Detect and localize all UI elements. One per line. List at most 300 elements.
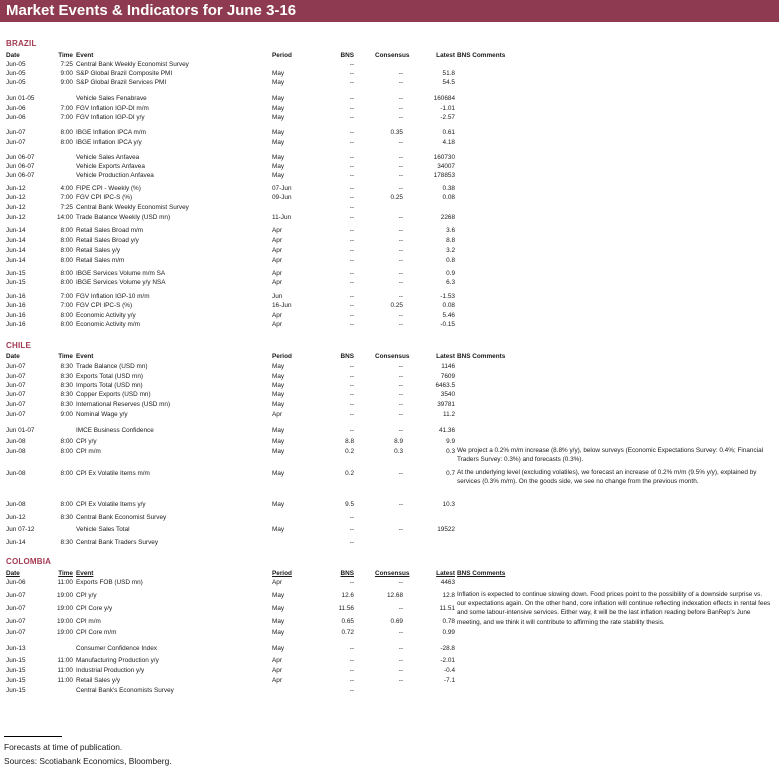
table-row [0,676,779,685]
period-cell: Apr [272,677,282,684]
event-cell: Retail Sales Broad y/y [76,237,139,244]
event-cell: International Reserves (USD mn) [76,401,171,408]
latest-cell: 2268 [440,214,455,221]
table-row [0,226,779,235]
time-cell: 8:00 [60,270,73,277]
bns-forecast-cell: -- [349,194,354,201]
bns-forecast-cell: 9.5 [345,501,354,508]
event-cell: Retail Sales y/y [76,677,121,684]
event-cell: Central Bank Traders Survey [76,539,159,546]
table-row [0,525,779,534]
consensus-cell: -- [398,605,403,612]
event-cell: Central Bank Weekly Economist Survey [76,61,189,68]
event-cell: Economic Activity m/m [76,321,140,328]
latest-cell: 0.3 [446,448,455,455]
event-header: Event [76,570,94,577]
consensus-cell: -- [398,667,403,674]
bns-forecast-cell: -- [349,214,354,221]
latest-cell: 160684 [433,95,455,102]
consensus-cell: 0.3 [394,448,403,455]
latest-cell: 4.18 [442,139,455,146]
time-cell: 8:00 [60,139,73,146]
bns-forecast-cell: -- [349,279,354,286]
date-cell: Jun-08 [6,501,26,508]
table-row [0,94,779,103]
table-row [0,362,779,371]
date-cell: Jun-07 [6,373,26,380]
date-cell: Jun 06-07 [6,172,35,179]
period-cell: May [272,645,285,652]
event-cell: FGV CPI IPC-S (%) [76,194,133,201]
bns-forecast-cell: -- [349,154,354,161]
latest-cell: 8.8 [446,237,455,244]
period-cell: May [272,363,285,370]
latest-cell: 19522 [437,526,455,533]
table-row [0,162,779,171]
event-cell: Central Bank Weekly Economist Survey [76,204,189,211]
consensus-cell: -- [398,139,403,146]
latest-cell: 39781 [437,401,455,408]
period-header: Period [272,353,292,360]
consensus-cell: -- [398,382,403,389]
consensus-cell: 8.9 [394,438,403,445]
event-cell: FGV Inflation IGP-DI y/y [76,114,145,121]
period-cell: 07-Jun [272,185,292,192]
bns-forecast-cell: -- [349,667,354,674]
latest-cell: 3.6 [446,227,455,234]
period-cell: May [272,172,285,179]
period-cell: May [272,448,285,455]
time-cell: 8:00 [60,227,73,234]
latest-cell: -2.57 [440,114,455,121]
latest-cell: 178853 [433,172,455,179]
period-cell: Apr [272,257,282,264]
time-cell: 7:00 [60,114,73,121]
event-cell: IBGE Inflation IPCA m/m [76,129,146,136]
time-cell: 8:30 [60,373,73,380]
date-cell: Jun-15 [6,677,26,684]
event-cell: Central Bank's Economists Survey [76,687,174,694]
period-header: Period [272,570,292,577]
period-cell: May [272,391,285,398]
title-banner [0,0,779,22]
event-cell: CPI Ex Volatile Items y/y [76,501,146,508]
time-cell: 11:00 [57,657,73,664]
period-cell: May [272,401,285,408]
latest-cell: -2.01 [440,657,455,664]
latest-cell: 11.2 [443,411,455,418]
consensus-cell: -- [398,657,403,664]
latest-cell: 11.51 [439,605,455,612]
consensus-cell: -- [398,154,403,161]
period-cell: May [272,373,285,380]
table-row [0,153,779,162]
date-cell: Jun-08 [6,448,26,455]
latest-cell: 0.8 [446,257,455,264]
latest-cell: 12.8 [442,592,455,599]
table-row [0,372,779,381]
date-cell: Jun-06 [6,114,26,121]
table-row [0,644,779,653]
period-cell: May [272,427,285,434]
table-row [0,246,779,255]
event-cell: IBGE Inflation IPCA y/y [76,139,142,146]
time-cell: 8:00 [60,321,73,328]
bns-forecast-cell: -- [349,204,354,211]
bns-forecast-cell: -- [349,95,354,102]
table-row [0,320,779,329]
table-row [0,390,779,399]
date-cell: Jun-05 [6,79,26,86]
period-cell: May [272,382,285,389]
consensus-cell: -- [398,214,403,221]
date-cell: Jun-16 [6,302,26,309]
event-cell: Imports Total (USD mn) [76,382,143,389]
date-cell: Jun-14 [6,247,26,254]
time-cell: 11:00 [57,677,73,684]
date-cell: Jun-12 [6,194,26,201]
event-cell: Vehicle Sales Anfavea [76,154,140,161]
period-cell: May [272,105,285,112]
time-cell: 14:00 [57,214,73,221]
bns-forecast-cell: -- [349,312,354,319]
consensus-cell: -- [398,401,403,408]
bns-forecast-cell: -- [349,427,354,434]
consensus-header: Consensus [375,52,410,59]
event-cell: FGV Inflation IGP-10 m/m [76,293,150,300]
table-row [0,628,779,637]
bns-forecast-cell: -- [349,514,354,521]
table-row [0,203,779,212]
bns-forecast-cell: -- [349,677,354,684]
time-cell: 19:00 [57,629,73,636]
brazil-header-row [0,51,779,60]
table-row [0,269,779,278]
page-title: Market Events & Indicators for June 3-16 [6,2,297,19]
period-cell: May [272,70,285,77]
period-cell: May [272,592,285,599]
date-cell: Jun-14 [6,257,26,264]
date-cell: Jun-07 [6,618,26,625]
consensus-cell: -- [398,645,403,652]
bns-forecast-cell: -- [349,61,354,68]
latest-cell: 54.5 [442,79,455,86]
latest-cell: 0.08 [442,302,455,309]
time-cell: 8:00 [60,257,73,264]
time-header: Time [58,52,73,59]
latest-cell: 5.46 [442,312,455,319]
time-cell: 19:00 [57,592,73,599]
event-cell: IBGE Services Volume y/y NSA [76,279,166,286]
table-row [0,500,779,509]
date-cell: Jun-07 [6,391,26,398]
date-cell: Jun-07 [6,363,26,370]
period-cell: Apr [272,411,282,418]
latest-header: Latest [436,570,455,577]
bns-forecast-cell: -- [349,114,354,121]
footnote-forecasts: Forecasts at time of publication. [4,742,123,752]
time-cell: 11:00 [57,667,73,674]
comments-header: BNS Comments [457,353,506,360]
time-cell: 8:00 [60,501,73,508]
event-cell: S&P Global Brazil Composite PMI [76,70,173,77]
date-cell: Jun-14 [6,227,26,234]
period-cell: May [272,79,285,86]
time-cell: 9:00 [60,411,73,418]
latest-cell: 3.2 [446,247,455,254]
bns-forecast-cell: 0.72 [341,629,354,636]
date-cell: Jun-13 [6,645,26,652]
latest-cell: 0.38 [442,185,455,192]
colombia-section-title: COLOMBIA [6,557,52,566]
period-header: Period [272,52,292,59]
time-cell: 8:30 [60,391,73,398]
bns-forecast-cell: -- [349,373,354,380]
date-cell: Jun 01-05 [6,95,35,102]
bns-forecast-cell: 12.6 [341,592,354,599]
date-header: Date [6,52,20,59]
date-cell: Jun 07-12 [6,526,35,533]
table-row [0,311,779,320]
table-row [0,184,779,193]
latest-cell: 0.78 [442,618,455,625]
period-cell: May [272,618,285,625]
table-row [0,666,779,675]
table-row [0,113,779,122]
event-cell: Trade Balance Weekly (USD mn) [76,214,171,221]
bns-forecast-cell: 0.2 [345,470,354,477]
consensus-cell: -- [398,114,403,121]
period-cell: Apr [272,579,282,586]
date-cell: Jun-05 [6,70,26,77]
consensus-cell: -- [398,163,403,170]
time-cell: 8:30 [60,401,73,408]
consensus-cell: 0.69 [390,618,403,625]
table-row [0,69,779,78]
consensus-header: Consensus [375,353,410,360]
table-row [0,437,779,446]
date-cell: Jun-12 [6,214,26,221]
consensus-cell: -- [398,172,403,179]
time-cell: 8:00 [60,129,73,136]
time-cell: 7:25 [60,204,73,211]
chile-section-title: CHILE [6,341,31,350]
time-cell: 8:30 [60,363,73,370]
time-header: Time [58,353,73,360]
latest-cell: -0.15 [440,321,455,328]
period-cell: May [272,470,285,477]
footnote-rule [4,736,62,737]
event-cell: CPI m/m [76,448,101,455]
table-row [0,578,779,587]
date-cell: Jun 01-07 [6,427,35,434]
event-cell: CPI y/y [76,438,97,445]
bns-forecast-cell: -- [349,70,354,77]
event-cell: Vehicle Sales Fenabrave [76,95,147,102]
event-cell: Economic Activity y/y [76,312,136,319]
chile-header-row [0,352,779,361]
date-cell: Jun-12 [6,185,26,192]
consensus-cell: -- [398,293,403,300]
time-cell: 8:30 [60,382,73,389]
period-cell: Apr [272,247,282,254]
bns-forecast-header: BNS [340,52,354,59]
date-cell: Jun-07 [6,401,26,408]
bns-forecast-cell: -- [349,391,354,398]
date-cell: Jun-16 [6,312,26,319]
date-cell: Jun 06-07 [6,154,35,161]
event-cell: Retail Sales y/y [76,247,121,254]
event-cell: CPI m/m [76,618,101,625]
period-cell: May [272,163,285,170]
period-cell: 11-Jun [272,214,292,221]
table-row [0,686,779,695]
bns-forecast-cell: 11.56 [338,605,354,612]
period-cell: 16-Jun [272,302,292,309]
time-cell: 9:00 [60,70,73,77]
table-row [0,426,779,435]
time-cell: 7:00 [60,194,73,201]
date-cell: Jun-15 [6,657,26,664]
latest-cell: 0.9 [446,270,455,277]
latest-cell: 0.61 [442,129,455,136]
event-cell: FGV Inflation IGP-DI m/m [76,105,149,112]
period-cell: May [272,501,285,508]
bns-forecast-cell: -- [349,382,354,389]
latest-cell: -1.01 [440,105,455,112]
table-row [0,213,779,222]
period-cell: Apr [272,312,282,319]
table-row [0,138,779,147]
time-cell: 4:00 [60,185,73,192]
bns-forecast-cell: -- [349,105,354,112]
bns-forecast-cell: 0.2 [345,448,354,455]
date-cell: Jun-15 [6,667,26,674]
bns-forecast-cell: -- [349,657,354,664]
consensus-cell: 12.68 [387,592,403,599]
time-cell: 7:00 [60,302,73,309]
latest-cell: 3540 [440,391,455,398]
date-cell: Jun-08 [6,470,26,477]
table-row [0,513,779,522]
time-cell: 7:25 [60,61,73,68]
bns-forecast-cell: -- [349,247,354,254]
table-row [0,278,779,287]
time-cell: 8:00 [60,470,73,477]
date-cell: Jun-07 [6,139,26,146]
consensus-cell: -- [398,279,403,286]
bns-forecast-cell: -- [349,172,354,179]
date-header: Date [6,570,20,577]
latest-cell: 4463 [440,579,455,586]
date-cell: Jun-15 [6,270,26,277]
latest-cell: -7.1 [443,677,455,684]
bns-forecast-cell: -- [349,139,354,146]
table-row [0,410,779,419]
table-row [0,104,779,113]
time-cell: 8:30 [60,514,73,521]
time-cell: 7:00 [60,293,73,300]
consensus-cell: -- [398,95,403,102]
event-cell: Vehicle Sales Total [76,526,130,533]
bns-forecast-cell: -- [349,411,354,418]
consensus-cell: -- [398,501,403,508]
date-cell: Jun-07 [6,629,26,636]
table-row [0,236,779,245]
date-cell: Jun-16 [6,293,26,300]
table-row [0,128,779,137]
table-row [0,400,779,409]
event-cell: IMCE Business Confidence [76,427,154,434]
bns-forecast-cell: -- [349,129,354,136]
latest-cell: 34007 [437,163,455,170]
consensus-cell: -- [398,270,403,277]
period-cell: Apr [272,270,282,277]
event-cell: CPI y/y [76,592,97,599]
bns-forecast-header: BNS [340,353,354,360]
period-cell: Apr [272,657,282,664]
latest-cell: 6.3 [446,279,455,286]
table-row [0,381,779,390]
bns-forecast-cell: -- [349,321,354,328]
event-cell: Retail Sales m/m [76,257,125,264]
time-cell: 8:00 [60,237,73,244]
time-cell: 9:00 [60,79,73,86]
bns-forecast-cell: -- [349,401,354,408]
period-cell: Apr [272,237,282,244]
period-cell: May [272,129,285,136]
consensus-cell: -- [398,247,403,254]
consensus-cell: -- [398,227,403,234]
latest-cell: -1.53 [440,293,455,300]
latest-cell: 9.9 [446,438,455,445]
table-row [0,78,779,87]
period-cell: May [272,114,285,121]
consensus-cell: -- [398,526,403,533]
period-cell: May [272,139,285,146]
date-cell: Jun-07 [6,382,26,389]
table-row [0,292,779,301]
event-cell: Exports FOB (USD mn) [76,579,143,586]
date-cell: Jun-07 [6,605,26,612]
consensus-cell: -- [398,427,403,434]
latest-cell: 0.08 [442,194,455,201]
date-cell: Jun-06 [6,579,26,586]
consensus-cell: -- [398,373,403,380]
period-cell: May [272,605,285,612]
period-cell: Apr [272,667,282,674]
consensus-cell: -- [398,105,403,112]
event-cell: CPI Core y/y [76,605,113,612]
time-cell: 8:00 [60,312,73,319]
bns-forecast-cell: -- [349,270,354,277]
bns-forecast-cell: -- [349,526,354,533]
event-cell: Retail Sales Broad m/m [76,227,144,234]
time-cell: 19:00 [57,605,73,612]
footnote-sources: Sources: Scotiabank Economics, Bloomberg. [4,756,172,766]
period-cell: May [272,154,285,161]
date-cell: Jun-12 [6,514,26,521]
latest-cell: 10.3 [442,501,455,508]
latest-header: Latest [436,52,455,59]
bns-forecast-cell: -- [349,579,354,586]
comments-header: BNS Comments [457,570,506,577]
bns-forecast-cell: -- [349,257,354,264]
time-cell: 8:00 [60,247,73,254]
latest-cell: 7609 [440,373,455,380]
date-cell: Jun-07 [6,129,26,136]
bns-forecast-cell: -- [349,79,354,86]
